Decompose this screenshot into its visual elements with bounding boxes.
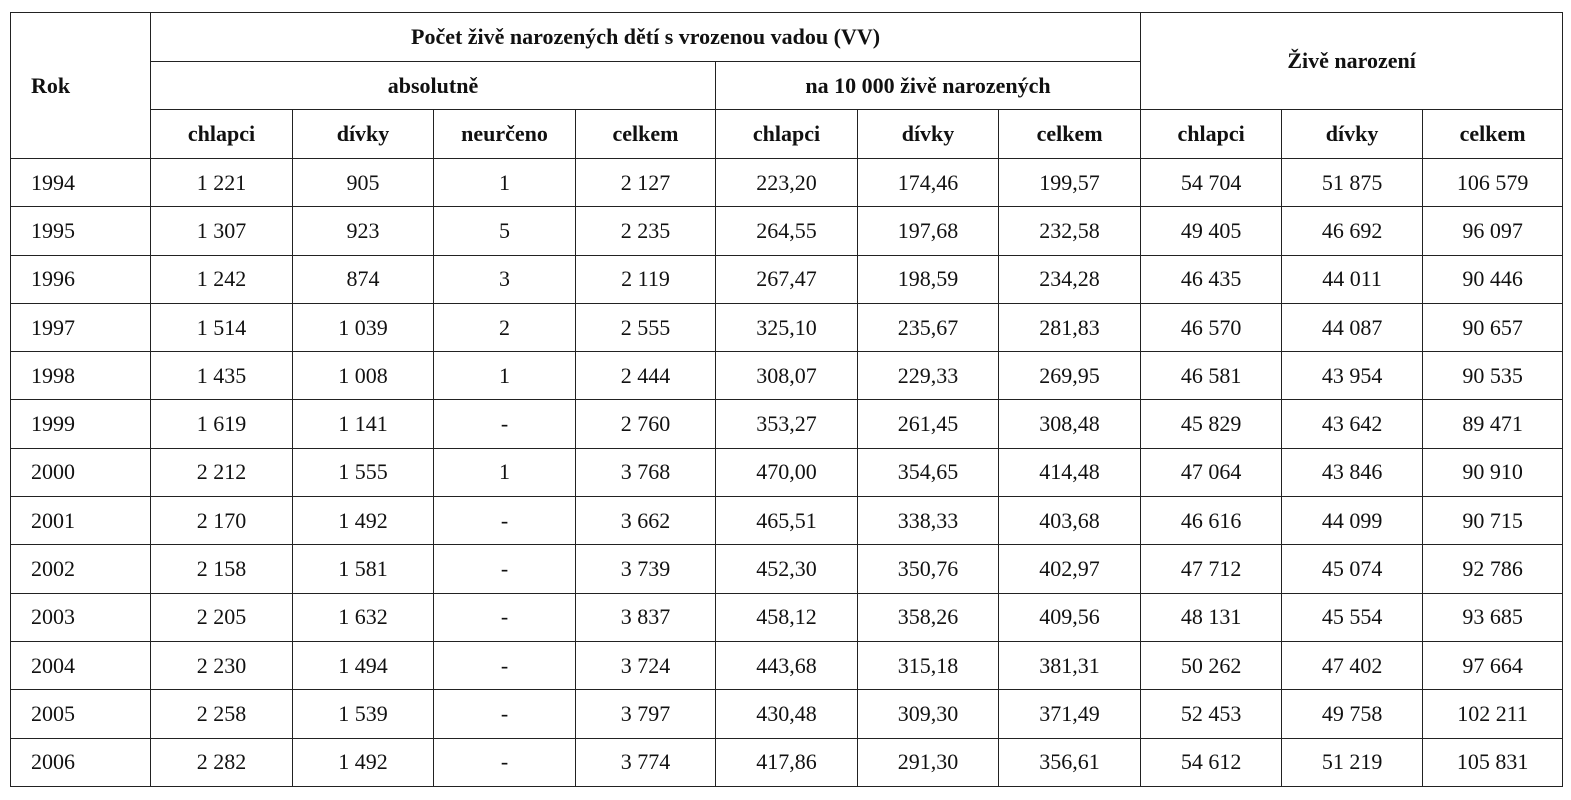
cell-absolute-girls: 1 492 — [293, 497, 434, 545]
cell-per10000-boys: 417,86 — [716, 738, 858, 786]
cell-year: 2000 — [11, 448, 151, 496]
cell-births-total: 106 579 — [1423, 159, 1563, 207]
cell-births-girls: 45 554 — [1282, 593, 1423, 641]
cell-births-total: 92 786 — [1423, 545, 1563, 593]
cell-absolute-total: 3 768 — [576, 448, 716, 496]
table-row — [11, 400, 1563, 448]
table-row — [11, 738, 1563, 786]
cell-births-total: 90 535 — [1423, 352, 1563, 400]
cell-absolute-total: 3 662 — [576, 497, 716, 545]
header-births-total: celkem — [1423, 110, 1563, 159]
cell-per10000-girls: 338,33 — [858, 497, 999, 545]
cell-absolute-girls: 1 141 — [293, 400, 434, 448]
cell-births-boys: 46 616 — [1141, 497, 1282, 545]
cell-year: 1997 — [11, 303, 151, 351]
birth-defects-table — [10, 12, 1563, 787]
header-group-absolute: absolutně — [151, 62, 716, 110]
cell-absolute-boys: 2 282 — [151, 738, 293, 786]
cell-per10000-boys: 325,10 — [716, 303, 858, 351]
cell-births-boys: 48 131 — [1141, 593, 1282, 641]
cell-births-boys: 49 405 — [1141, 207, 1282, 255]
header-absolute-girls: dívky — [293, 110, 434, 159]
cell-births-boys: 47 064 — [1141, 448, 1282, 496]
cell-absolute-undetermined: 2 — [434, 303, 576, 351]
cell-absolute-boys: 1 619 — [151, 400, 293, 448]
cell-per10000-boys: 465,51 — [716, 497, 858, 545]
cell-absolute-total: 2 235 — [576, 207, 716, 255]
cell-per10000-girls: 315,18 — [858, 641, 999, 689]
table-row — [11, 497, 1563, 545]
header-group-per10000: na 10 000 živě narozených — [716, 62, 1141, 110]
cell-absolute-undetermined: - — [434, 738, 576, 786]
cell-absolute-boys: 1 435 — [151, 352, 293, 400]
cell-births-girls: 43 846 — [1282, 448, 1423, 496]
table-row — [11, 448, 1563, 496]
cell-per10000-girls: 235,67 — [858, 303, 999, 351]
cell-absolute-undetermined: - — [434, 593, 576, 641]
cell-per10000-girls: 198,59 — [858, 255, 999, 303]
cell-births-girls: 47 402 — [1282, 641, 1423, 689]
cell-births-girls: 49 758 — [1282, 690, 1423, 738]
cell-absolute-boys: 2 158 — [151, 545, 293, 593]
cell-year: 1994 — [11, 159, 151, 207]
cell-absolute-undetermined: 5 — [434, 207, 576, 255]
cell-births-boys: 52 453 — [1141, 690, 1282, 738]
cell-absolute-boys: 1 307 — [151, 207, 293, 255]
cell-absolute-undetermined: 1 — [434, 448, 576, 496]
cell-births-boys: 54 612 — [1141, 738, 1282, 786]
cell-absolute-boys: 1 221 — [151, 159, 293, 207]
cell-absolute-boys: 2 170 — [151, 497, 293, 545]
header-group-main: Počet živě narozených dětí s vrozenou vadou (VV) — [151, 13, 1141, 62]
cell-absolute-total: 3 774 — [576, 738, 716, 786]
cell-births-girls: 44 099 — [1282, 497, 1423, 545]
cell-per10000-total: 371,49 — [999, 690, 1141, 738]
table-row — [11, 207, 1563, 255]
cell-per10000-total: 402,97 — [999, 545, 1141, 593]
cell-absolute-girls: 1 555 — [293, 448, 434, 496]
cell-births-total: 90 446 — [1423, 255, 1563, 303]
table-body — [11, 159, 1563, 787]
cell-absolute-undetermined: 3 — [434, 255, 576, 303]
table-row — [11, 303, 1563, 351]
cell-absolute-boys: 2 258 — [151, 690, 293, 738]
cell-births-total: 102 211 — [1423, 690, 1563, 738]
cell-absolute-boys: 1 242 — [151, 255, 293, 303]
cell-per10000-total: 409,56 — [999, 593, 1141, 641]
cell-births-total: 90 657 — [1423, 303, 1563, 351]
cell-absolute-undetermined: 1 — [434, 352, 576, 400]
table-row — [11, 159, 1563, 207]
cell-absolute-total: 2 127 — [576, 159, 716, 207]
cell-per10000-boys: 470,00 — [716, 448, 858, 496]
cell-births-total: 93 685 — [1423, 593, 1563, 641]
cell-births-boys: 46 570 — [1141, 303, 1282, 351]
cell-births-boys: 50 262 — [1141, 641, 1282, 689]
header-absolute-total: celkem — [576, 110, 716, 159]
cell-absolute-girls: 874 — [293, 255, 434, 303]
cell-per10000-total: 199,57 — [999, 159, 1141, 207]
cell-absolute-total: 2 555 — [576, 303, 716, 351]
cell-per10000-total: 308,48 — [999, 400, 1141, 448]
cell-year: 1996 — [11, 255, 151, 303]
cell-absolute-girls: 1 581 — [293, 545, 434, 593]
cell-year: 2001 — [11, 497, 151, 545]
cell-absolute-undetermined: - — [434, 400, 576, 448]
cell-absolute-girls: 1 039 — [293, 303, 434, 351]
cell-per10000-total: 269,95 — [999, 352, 1141, 400]
cell-absolute-total: 2 760 — [576, 400, 716, 448]
cell-births-boys: 45 829 — [1141, 400, 1282, 448]
table-row — [11, 641, 1563, 689]
header-per10000-girls: dívky — [858, 110, 999, 159]
header-per10000-total: celkem — [999, 110, 1141, 159]
cell-absolute-boys: 2 230 — [151, 641, 293, 689]
cell-year: 1998 — [11, 352, 151, 400]
header-births-girls: dívky — [1282, 110, 1423, 159]
cell-per10000-girls: 309,30 — [858, 690, 999, 738]
cell-per10000-boys: 452,30 — [716, 545, 858, 593]
cell-births-girls: 44 011 — [1282, 255, 1423, 303]
cell-year: 2006 — [11, 738, 151, 786]
cell-per10000-girls: 350,76 — [858, 545, 999, 593]
cell-per10000-boys: 353,27 — [716, 400, 858, 448]
cell-year: 2003 — [11, 593, 151, 641]
cell-absolute-boys: 1 514 — [151, 303, 293, 351]
cell-per10000-boys: 308,07 — [716, 352, 858, 400]
cell-births-boys: 46 435 — [1141, 255, 1282, 303]
cell-per10000-total: 281,83 — [999, 303, 1141, 351]
cell-year: 1995 — [11, 207, 151, 255]
table-row — [11, 593, 1563, 641]
cell-year: 2002 — [11, 545, 151, 593]
cell-per10000-boys: 430,48 — [716, 690, 858, 738]
cell-births-total: 90 715 — [1423, 497, 1563, 545]
cell-absolute-undetermined: - — [434, 690, 576, 738]
cell-per10000-boys: 458,12 — [716, 593, 858, 641]
cell-absolute-girls: 1 632 — [293, 593, 434, 641]
cell-births-boys: 47 712 — [1141, 545, 1282, 593]
cell-absolute-undetermined: - — [434, 497, 576, 545]
cell-year: 2005 — [11, 690, 151, 738]
header-absolute-boys: chlapci — [151, 110, 293, 159]
cell-per10000-total: 414,48 — [999, 448, 1141, 496]
cell-absolute-undetermined: 1 — [434, 159, 576, 207]
cell-absolute-total: 3 837 — [576, 593, 716, 641]
cell-per10000-girls: 174,46 — [858, 159, 999, 207]
header-group-births: Živě narození — [1141, 13, 1563, 110]
cell-per10000-girls: 261,45 — [858, 400, 999, 448]
cell-per10000-girls: 354,65 — [858, 448, 999, 496]
table-row — [11, 255, 1563, 303]
cell-per10000-boys: 223,20 — [716, 159, 858, 207]
cell-per10000-total: 381,31 — [999, 641, 1141, 689]
cell-absolute-girls: 905 — [293, 159, 434, 207]
cell-per10000-total: 403,68 — [999, 497, 1141, 545]
cell-absolute-total: 3 797 — [576, 690, 716, 738]
cell-absolute-girls: 923 — [293, 207, 434, 255]
cell-per10000-girls: 197,68 — [858, 207, 999, 255]
cell-absolute-total: 2 444 — [576, 352, 716, 400]
cell-absolute-total: 3 724 — [576, 641, 716, 689]
cell-births-total: 89 471 — [1423, 400, 1563, 448]
cell-per10000-total: 356,61 — [999, 738, 1141, 786]
table-row — [11, 352, 1563, 400]
cell-absolute-total: 3 739 — [576, 545, 716, 593]
cell-births-boys: 54 704 — [1141, 159, 1282, 207]
table-row — [11, 545, 1563, 593]
table-row — [11, 690, 1563, 738]
cell-births-total: 105 831 — [1423, 738, 1563, 786]
cell-absolute-girls: 1 008 — [293, 352, 434, 400]
cell-absolute-total: 2 119 — [576, 255, 716, 303]
cell-births-girls: 51 875 — [1282, 159, 1423, 207]
cell-per10000-boys: 443,68 — [716, 641, 858, 689]
cell-absolute-girls: 1 492 — [293, 738, 434, 786]
cell-per10000-total: 234,28 — [999, 255, 1141, 303]
table-container — [10, 12, 1563, 787]
header-per10000-boys: chlapci — [716, 110, 858, 159]
cell-per10000-girls: 358,26 — [858, 593, 999, 641]
header-absolute-undetermined: neurčeno — [434, 110, 576, 159]
cell-per10000-boys: 264,55 — [716, 207, 858, 255]
cell-births-girls: 43 642 — [1282, 400, 1423, 448]
cell-year: 1999 — [11, 400, 151, 448]
cell-per10000-girls: 291,30 — [858, 738, 999, 786]
header-year: Rok — [11, 13, 151, 159]
cell-births-girls: 46 692 — [1282, 207, 1423, 255]
cell-absolute-undetermined: - — [434, 545, 576, 593]
cell-absolute-boys: 2 212 — [151, 448, 293, 496]
cell-per10000-girls: 229,33 — [858, 352, 999, 400]
cell-absolute-girls: 1 494 — [293, 641, 434, 689]
cell-births-boys: 46 581 — [1141, 352, 1282, 400]
cell-absolute-girls: 1 539 — [293, 690, 434, 738]
cell-per10000-boys: 267,47 — [716, 255, 858, 303]
cell-births-girls: 44 087 — [1282, 303, 1423, 351]
header-births-boys: chlapci — [1141, 110, 1282, 159]
cell-year: 2004 — [11, 641, 151, 689]
cell-births-girls: 45 074 — [1282, 545, 1423, 593]
cell-births-girls: 43 954 — [1282, 352, 1423, 400]
cell-births-total: 90 910 — [1423, 448, 1563, 496]
cell-births-girls: 51 219 — [1282, 738, 1423, 786]
cell-births-total: 96 097 — [1423, 207, 1563, 255]
cell-per10000-total: 232,58 — [999, 207, 1141, 255]
cell-absolute-undetermined: - — [434, 641, 576, 689]
cell-births-total: 97 664 — [1423, 641, 1563, 689]
cell-absolute-boys: 2 205 — [151, 593, 293, 641]
